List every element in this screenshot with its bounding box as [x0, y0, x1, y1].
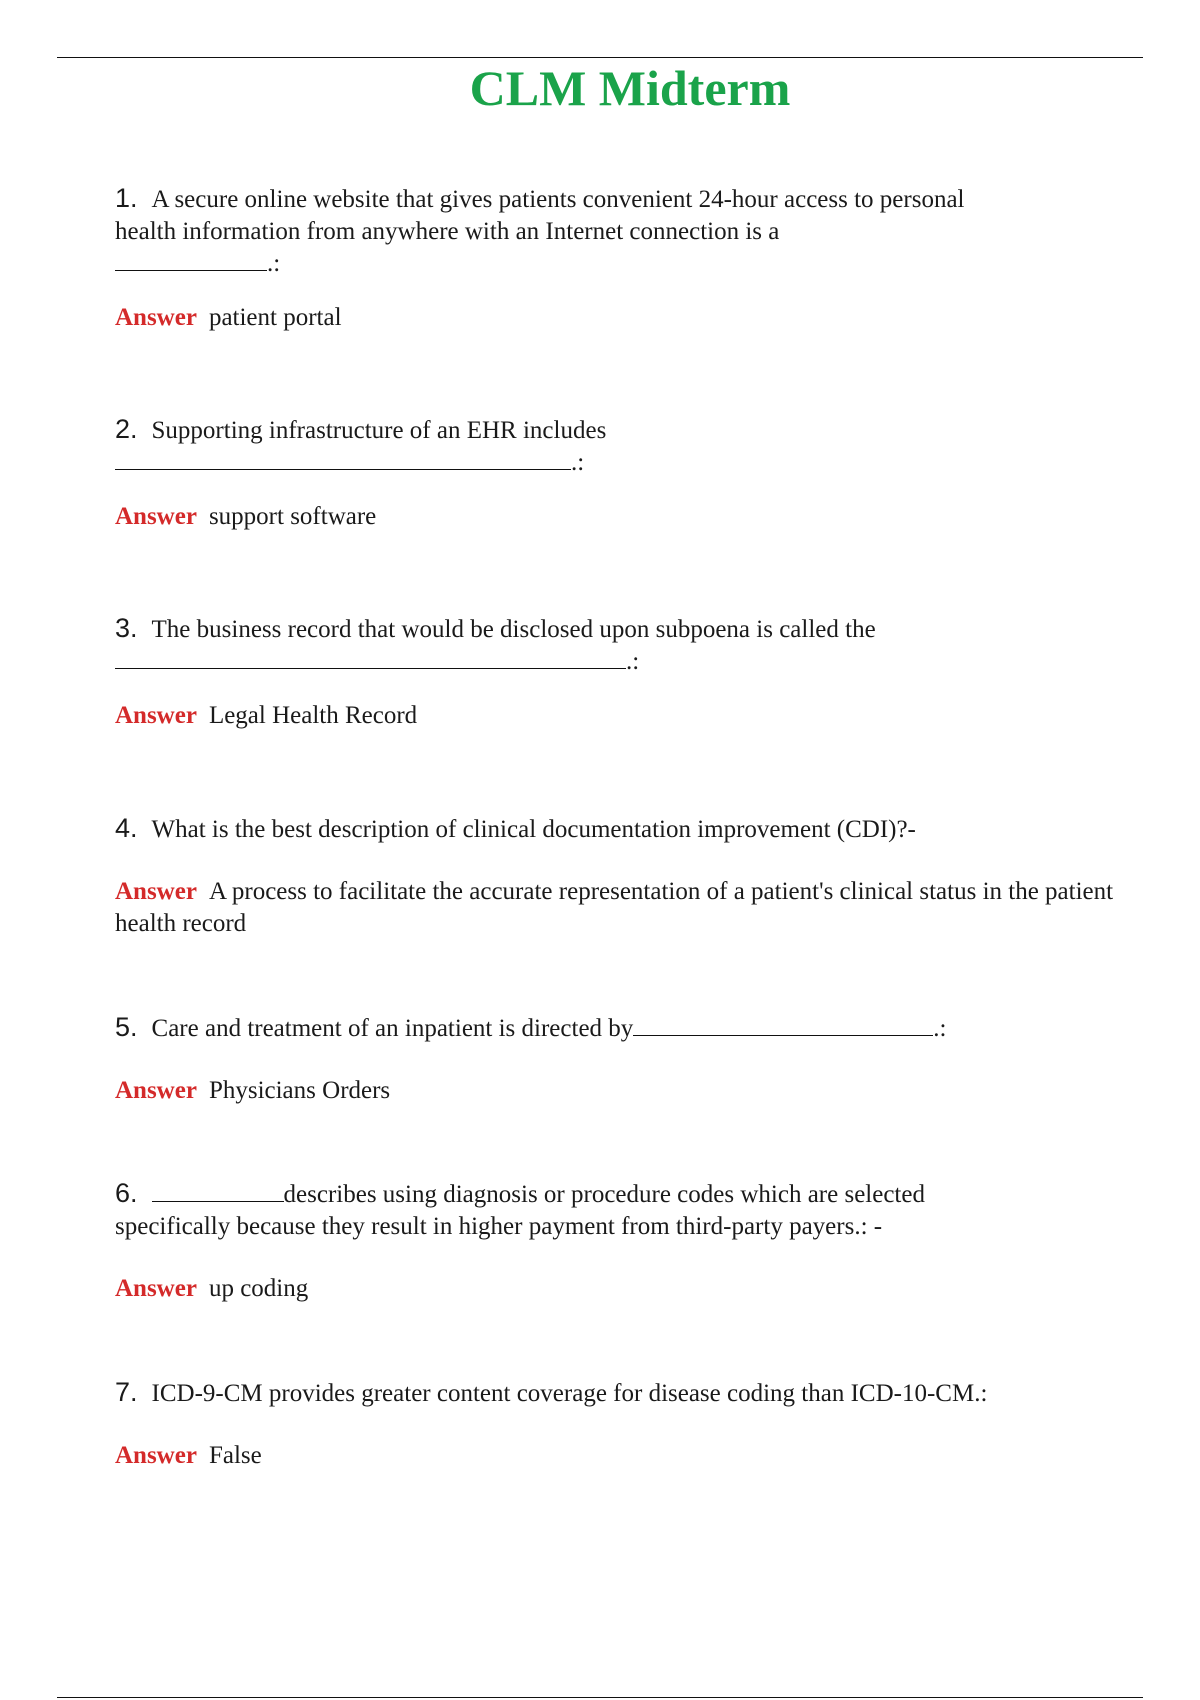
answer-blank [152, 1179, 284, 1202]
question-number: 3. [115, 613, 138, 643]
answer-blank [633, 1013, 933, 1036]
question-number: 6. [115, 1178, 138, 1208]
question-line-2: health information from anywhere with an Internet connection is a [115, 218, 780, 245]
question-text [115, 812, 1115, 846]
question-suffix: .: [267, 250, 281, 277]
question-number: 1. [115, 183, 138, 213]
question-suffix: .: [626, 648, 640, 675]
question-line-1: Care and treatment of an inpatient is directed by [151, 1015, 634, 1042]
question-line-2: specifically because they result in higher payment from third-party payers.: - [115, 1213, 883, 1240]
answer-text: support software [208, 503, 377, 530]
answer-row [115, 1075, 1115, 1107]
question-number: 4. [115, 813, 138, 843]
question-line-1: Supporting infrastructure of an EHR includes [151, 417, 607, 444]
answer-row [115, 876, 1115, 940]
question-block-6 [115, 1177, 1115, 1305]
question-block-4 [115, 812, 1115, 940]
question-line-1: What is the best description of clinical documentation improvement (CDI)?- [151, 816, 916, 843]
question-text [115, 413, 1115, 479]
answer-label: Answer [115, 878, 197, 905]
question-block-5 [115, 1011, 1115, 1107]
answer-text: False [208, 1442, 262, 1469]
answer-row [115, 1440, 1115, 1472]
answer-label: Answer [115, 1077, 197, 1104]
answer-blank [115, 646, 626, 669]
answer-text: A process to facilitate the accurate representation of a patient's clinical status in the patient health record [115, 878, 1114, 937]
answer-row [115, 302, 1115, 334]
question-line-1: The business record that would be disclosed upon subpoena is called the [151, 616, 876, 643]
question-suffix: .: [933, 1015, 947, 1042]
bottom-rule [57, 1697, 1143, 1698]
answer-label: Answer [115, 1275, 197, 1302]
answer-label: Answer [115, 503, 197, 530]
question-number: 5. [115, 1012, 138, 1042]
question-block-1 [115, 182, 1115, 334]
answer-row [115, 1273, 1115, 1305]
question-line-1: ICD-9-CM provides greater content coverage for disease coding than ICD-10-CM.: [151, 1380, 988, 1407]
answer-text: Legal Health Record [208, 702, 418, 729]
answer-text: patient portal [208, 304, 342, 331]
answer-text: up coding [208, 1275, 309, 1302]
question-text [115, 182, 1115, 280]
answer-label: Answer [115, 1442, 197, 1469]
question-line-1: describes using diagnosis or procedure codes which are selected [283, 1181, 925, 1208]
answer-label: Answer [115, 304, 197, 331]
page-title: CLM Midterm [469, 60, 791, 116]
question-line-1: A secure online website that gives patients convenient 24-hour access to personal [151, 186, 965, 213]
question-block-3 [115, 612, 1115, 732]
answer-row [115, 501, 1115, 533]
question-block-7 [115, 1376, 1115, 1472]
question-text [115, 1376, 1115, 1410]
answer-label: Answer [115, 702, 197, 729]
answer-text: Physicians Orders [208, 1077, 391, 1104]
question-text [115, 1011, 1115, 1045]
answer-row [115, 700, 1115, 732]
question-block-2 [115, 413, 1115, 533]
answer-blank [115, 248, 267, 271]
question-text [115, 1177, 1115, 1243]
question-text [115, 612, 1115, 678]
question-number: 2. [115, 414, 138, 444]
question-number: 7. [115, 1377, 138, 1407]
answer-blank [115, 447, 571, 470]
question-suffix: .: [571, 449, 585, 476]
